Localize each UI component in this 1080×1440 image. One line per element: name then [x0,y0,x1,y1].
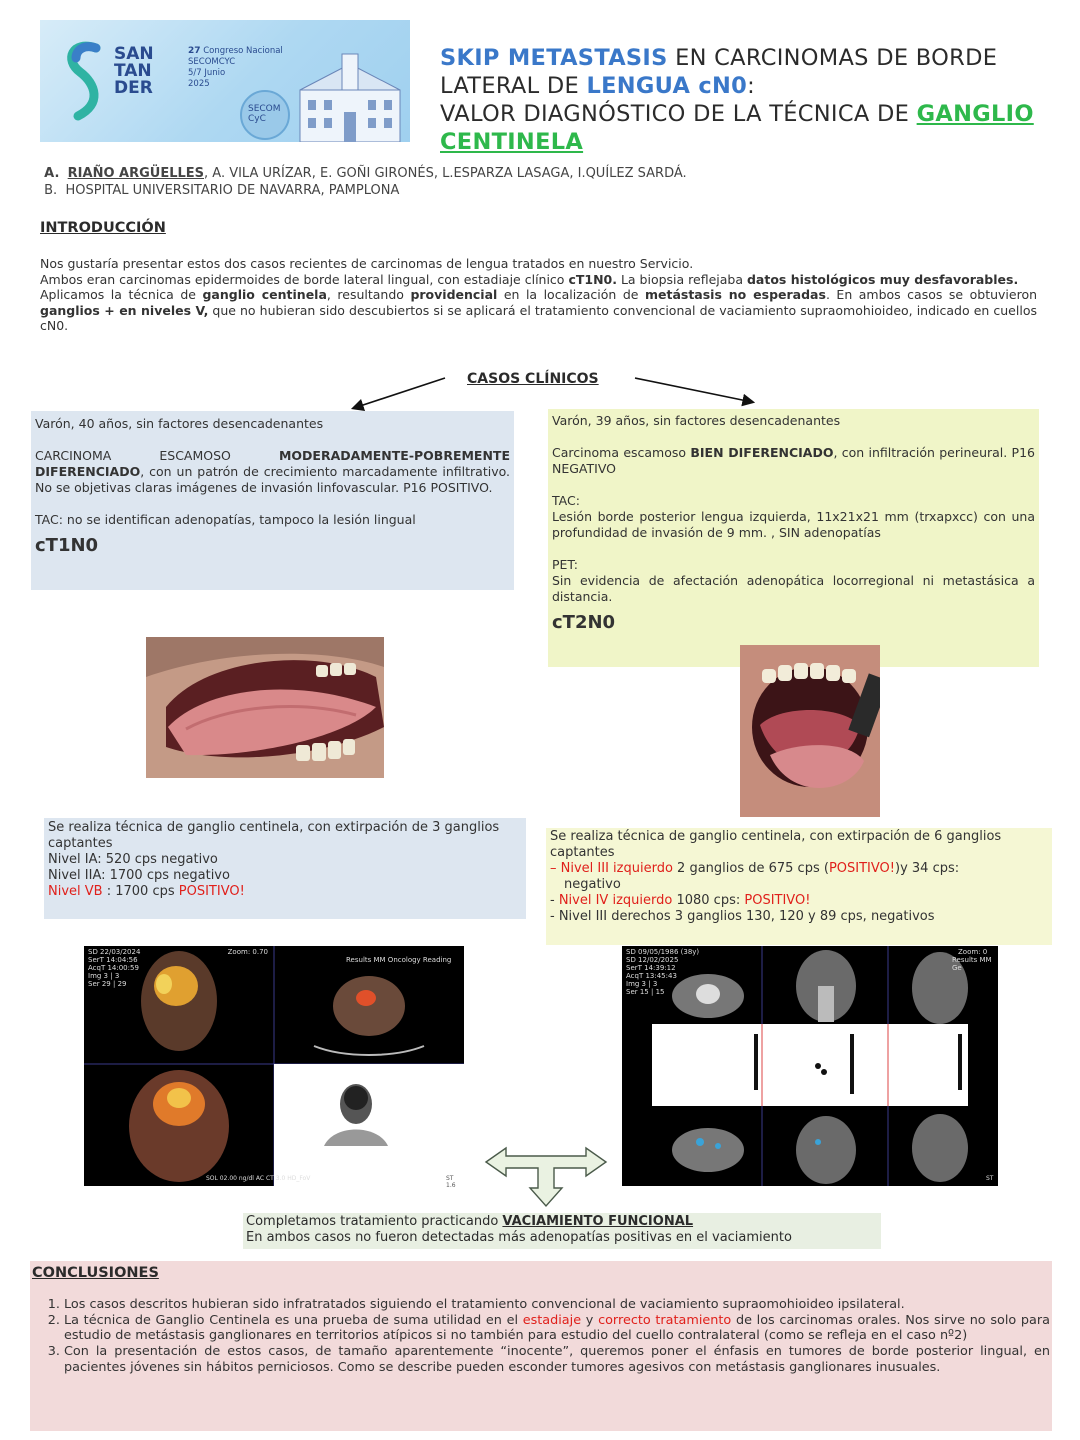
conclusions-list [32,1297,1050,1376]
poster-title: SKIP METASTASIS EN CARCINOMAS DE BORDE LATERAL DE LENGUA cN0: VALOR DIAGNÓSTICO DE LA TÉCNICA DE GANGLIO CENTINELA [440,45,1034,155]
case-2-histology: Carcinoma escamoso BIEN DIFERENCIADO, con infiltración perineural. P16 NEGATIVO [552,445,1035,476]
scan-2-slice: ST [986,1175,994,1182]
case-2-pet-text: Sin evidencia de afectación adenopática locorregional ni metastásica a distancia. [552,573,1035,604]
case-2-patient: Varón, 39 años, sin factores desencadenantes [552,413,841,428]
scan-1-zoom: Zoom: 0.70 [227,948,268,956]
merge-arrow-icon [484,1146,608,1208]
case-2-pet-label: PET: [552,557,578,572]
authors-line: A. RIAÑO ARGÜELLES, A. VILA URÍZAR, E. GOÑI GIRONÉS, L.ESPARZA LASAGA, I.QUÍLEZ SARDÁ. [44,166,687,181]
secomcyc-seal: SECOM CyC [240,90,290,140]
conclusion-item: 2. La técnica de Ganglio Centinela es una prueba de suma utilidad en el estadiaje y correcto tratamiento de los carcinomas orales. Nos sirve no solo para estudio de metástasis ganglionares en territorios atípicos si no también para estudio del cuello contralateral (como se refleja en el caso nº2) [64,1313,1050,1344]
conclusions-box [30,1261,1052,1431]
scan-1-footer: SOL 02.00 ng/dl AC CT 3.0 HD_FoV [206,1175,311,1182]
institution-line: B. HOSPITAL UNIVERSITARIO DE NAVARRA, PAMPLONA [44,183,400,198]
case-1-box [31,411,514,590]
conclusion-item: 3. Con la presentación de estos casos, de tamaño aparentemente “inocente”, queremos poner el énfasis en tumores de borde posterior lingual, en pacientes jóvenes sin hábitos perniciosos. Como se describe pueden esconder tumores agesivos con metástasis ganglionares inusuales. [64,1344,1050,1375]
congress-banner [40,20,410,142]
intro-heading: INTRODUCCIÓN [40,220,166,236]
case-1-patient: Varón, 40 años, sin factores desencadenantes [35,416,324,431]
scan-2-zoom: Zoom: 0 [958,948,988,956]
scan-1-header: SD 22/03/2024 SerT 14:04:56 AcqT 14:00:59 Img 3 | 3 Ser 29 | 29 [88,948,141,988]
case-2-mouth-photo [740,645,880,817]
case-2-box [548,409,1039,667]
case-2-tac-text: Lesión borde posterior lengua izquierda, 11x21x21 mm (trxapxcc) con una profundidad de invasión de 9 mm. , SIN adenopatías [552,509,1035,540]
authors-block [40,165,687,199]
case-1-tac: TAC: no se identifican adenopatías, tampoco la lesión lingual [35,512,416,527]
final-treatment-box: Completamos tratamiento practicando VACIAMIENTO FUNCIONAL En ambos casos no fueron detectadas más adenopatías positivas en el vaciamiento [243,1213,881,1249]
palace-illustration-icon [290,50,410,142]
conclusion-item: 1. Los casos descritos hubieran sido infratratados siguiendo el tratamiento convencional de vaciamiento supraomohioideo ipsilateral. [64,1297,1050,1313]
case-2-stage: cT2N0 [552,612,616,633]
santander-s-logo-icon [62,38,106,124]
intro-text: Nos gustaría presentar estos dos casos recientes de carcinomas de lengua tratados en nuestro Servicio. Ambos eran carcinomas epidermoides de borde lateral lingual, con estadiaje clínico cT1N0. La biopsia reflejaba datos histológicos muy desfavorables. Aplicamos la técnica de ganglio centinela, resultando providencial en la localización de metástasis no esperadas. En ambos casos se obtuvieron ganglios + en niveles V, que no hubieran sido descubiertos si se aplicará el tratamiento convencional de vaciamiento supraomohioideo, indicado en cuellos cN0. [40,256,1038,334]
scan-2-results: Results MM Ge [952,956,992,972]
santander-wordmark: SAN TAN DER [114,44,154,98]
scan-2-header: SD 09/05/1986 (38y) SD 12/02/2025 SerT 14:39:12 AcqT 13:45:43 Img 3 | 3 Ser 15 | 15 [626,948,700,996]
case-1-pet-ct-scan [84,946,464,1189]
scan-1-results: Results MM Oncology Reading [346,956,452,964]
scan-1-slice: ST 1.6 [446,1175,456,1189]
case-2-tac-label: TAC: [552,493,580,508]
case-1-tongue-photo [146,637,384,778]
conclusions-heading: CONCLUSIONES [32,1265,159,1281]
casos-clinicos-heading: CASOS CLÍNICOS [467,371,599,387]
congress-info: 27 Congreso Nacional SECOMCYC 5/7 Junio 2025 [188,46,283,89]
case-2-spect-ct-scan [622,946,998,1186]
case-1-histology: CARCINOMA ESCAMOSO MODERADAMENTE-POBREMENTE DIFERENCIADO, con un patrón de crecimiento marcadamente infiltrativo. No se objetivas claras imágenes de invasión linfovascular. P16 POSITIVO. [35,448,510,495]
case-2-procedure-box: Se realiza técnica de ganglio centinela, con extirpación de 6 ganglios captantes – Nivel III izquierdo 2 ganglios de 675 cps (POSITIVO!)y 34 cps: negativo - Nivel IV izquierdo 1080 cps: POSITIVO! - Nivel III derechos 3 ganglios 130, 120 y 89 cps, negativos [546,828,1052,945]
case-1-procedure-box: Se realiza técnica de ganglio centinela, con extirpación de 3 ganglios captantes Nivel IA: 520 cps negativo Nivel IIA: 1700 cps negativo Nivel VB : 1700 cps POSITIVO! [44,818,526,919]
case-1-stage: cT1N0 [35,535,99,556]
